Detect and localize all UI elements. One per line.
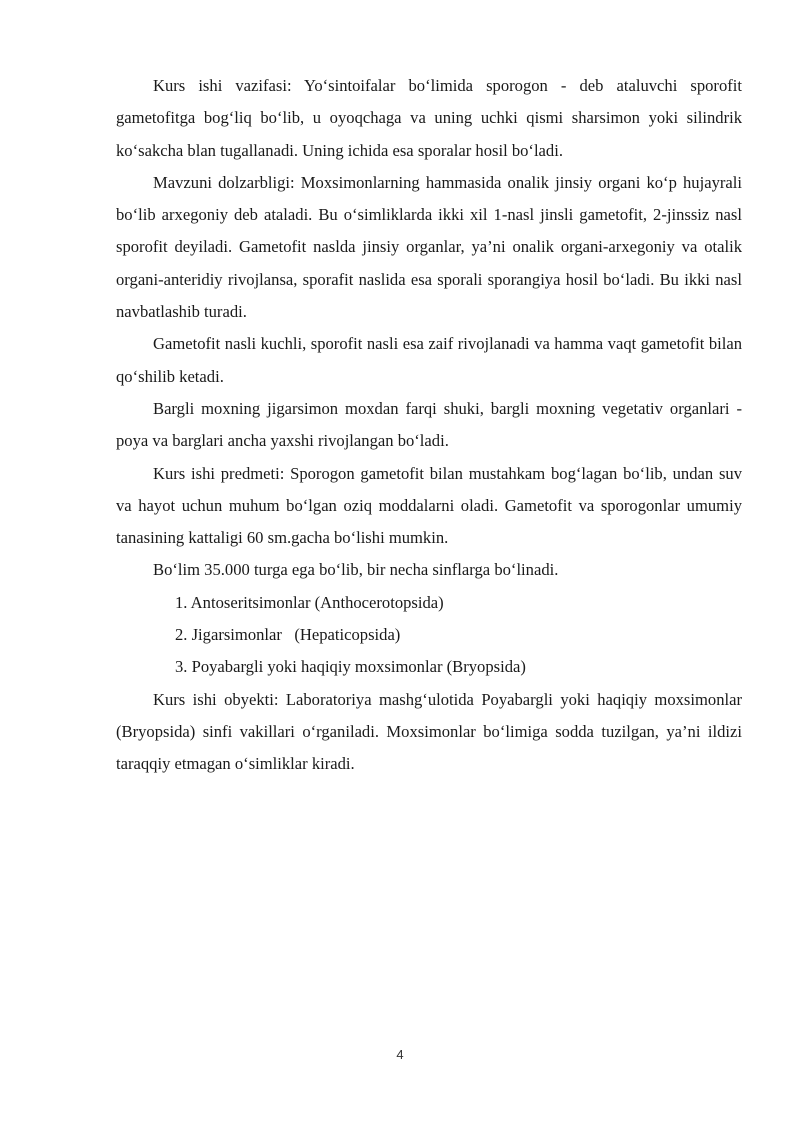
list-item: 3. Poyabargli yoki haqiqiy moxsimonlar (Bryopsida) xyxy=(175,657,526,677)
paragraph-relevance: Mavzuni dolzarbligi: Moxsimonlarning hammasida onalik jinsiy organi ko‘p hujayrali bo‘lib arxegoniy deb ataladi. Bu o‘simliklarda ikki xil 1-nasl jinsli gametofit, 2-jinssiz nasl sporofit deyiladi. Gametofit naslda jinsiy organlar, ya’ni onalik organi-arxegoniy va otalik organi-anteridiy rivojlansa, sporafit naslida esa sporali sporangiya hosil bo‘ladi. Bu ikki nasl navbatlashib turadi. xyxy=(116,172,742,322)
paragraph-gametophyte: Gametofit nasli kuchli, sporofit nasli esa zaif rivojlanadi va hamma vaqt gametofit bilan qo‘shilib ketadi. xyxy=(116,334,742,386)
paragraph-subject: Kurs ishi predmeti: Sporogon gametofit bilan mustahkam bog‘lagan bo‘lib, undan suv va hayot uchun muhum bo‘lgan oziq moddalarni oladi. Gametofit va sporogonlar umumiy tanasining kattaligi 60 sm.gacha bo‘lishi mumkin. xyxy=(116,463,742,548)
paragraph-task: Kurs ishi vazifasi: Yo‘sintoifalar bo‘limida sporogon - deb ataluvchi sporofit gametofitga bog‘liq bo‘lib, u oyoqchaga va uning uchki qismi sharsimon yoki silindrik ko‘sakcha blan tugallanadi. Uning ichida esa sporalar hosil bo‘ladi. xyxy=(116,76,742,160)
paragraph-division: Bo‘lim 35.000 turga ega bo‘lib, bir necha sinflarga bo‘linadi. xyxy=(153,560,559,580)
paragraph-leafy-moss: Bargli moxning jigarsimon moxdan farqi shuki, bargli moxning vegetativ organlari - poya va barglari ancha yaxshi rivojlangan bo‘ladi. xyxy=(116,398,742,451)
list-item: 1. Antoseritsimonlar (Anthocerotopsida) xyxy=(175,592,444,612)
class-list xyxy=(116,587,742,684)
page-number: 4 xyxy=(396,1047,404,1062)
document-body xyxy=(116,70,742,781)
list-item: 2. Jigarsimonlar (Hepaticopsida) xyxy=(175,625,401,645)
paragraph-object: Kurs ishi obyekti: Laboratoriya mashg‘ulotida Poyabargli yoki haqiqiy moxsimonlar (Bryopsida) sinfi vakillari o‘rganiladi. Moxsimonlar bo‘limiga sodda tuzilgan, ya’ni ildizi taraqqiy etmagan o‘simliklar kiradi. xyxy=(116,689,742,774)
